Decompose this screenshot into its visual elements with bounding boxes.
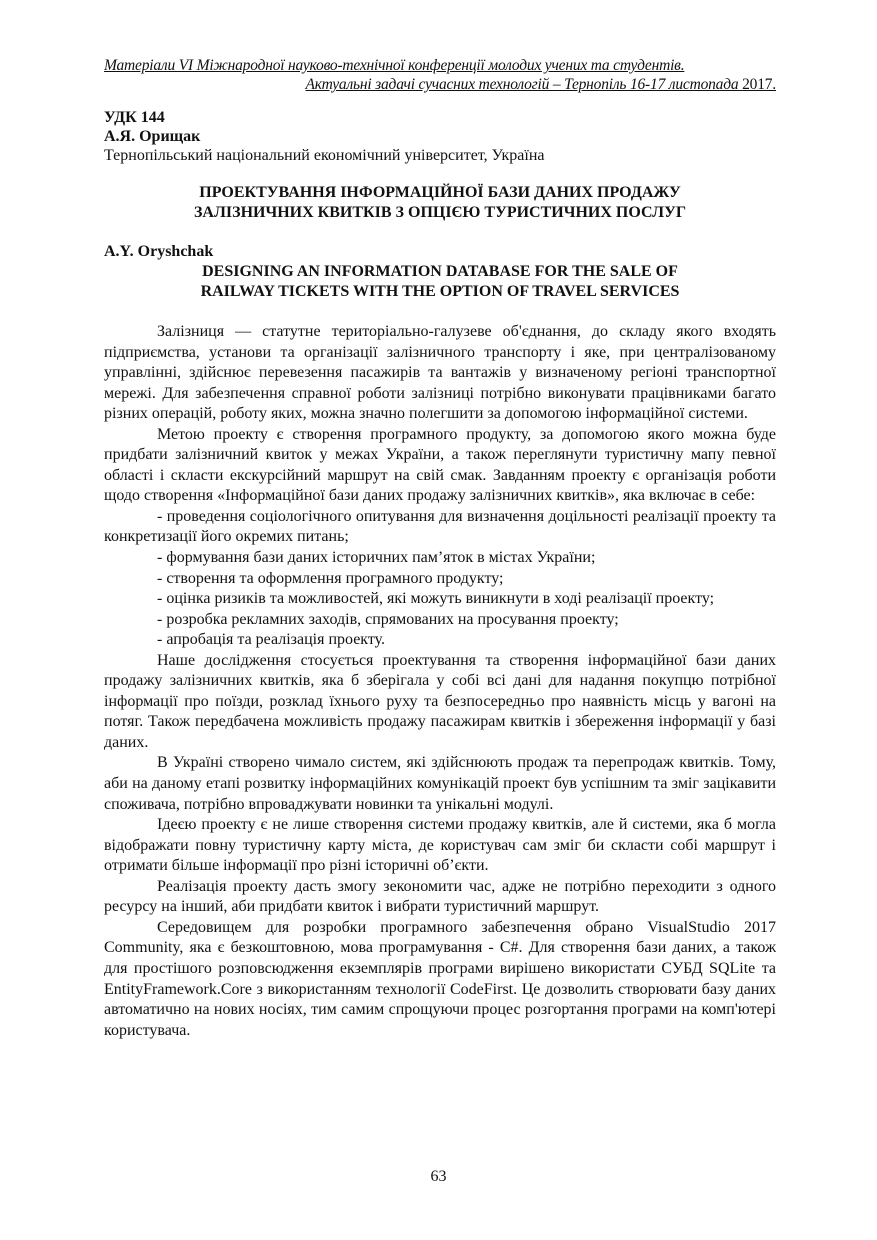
paragraph: В Україні створено чимало систем, які здійснюють продаж та перепродаж квитків. Тому, аби на даному етапі розвитку інформаційних комунікацій проект був успішним та зміг зацікавити споживача, потрібно впроваджувати новинки та унікальні модулі. [104, 754, 776, 813]
header-topic-line [104, 75, 776, 94]
author-ua: А.Я. Орищак [104, 128, 201, 145]
udk-code: УДК 144 [104, 109, 165, 126]
author-en: A.Y. Oryshchak [104, 243, 214, 260]
paragraph: Наше дослідження стосується проектування та створення інформаційної бази даних продажу залізничних квитків, яка б зберігала у собі всі дані для надання покупцю потрібної інформації про поїзди, розклад їхнього руху та безпосередньо про наявність місць у вагоні на потяг. Також передбачена можливість продажу пасажирам квитків і збереження інформації у базі даних. [104, 651, 776, 751]
list-item: - формування бази даних історичних пам’яток в містах України; [157, 549, 596, 567]
paragraph: Реалізація проекту дасть змогу зекономити час, адже не потрібно переходити з одного ресурсу на інший, аби придбати квиток і вибрати туристичний маршрут. [104, 877, 776, 916]
page-number: 63 [430, 1168, 447, 1185]
header-year: 2017. [742, 76, 776, 93]
title-en-line-1: DESIGNING AN INFORMATION DATABASE FOR THE SALE OF [202, 263, 678, 280]
title-ua-line-1: ПРОЕКТУВАННЯ ІНФОРМАЦІЙНОЇ БАЗИ ДАНИХ ПРОДАЖУ [199, 184, 681, 201]
list-item: - проведення соціологічного опитування для визначення доцільності реалізації проекту та конкретизації його окремих питань; [104, 507, 776, 546]
title-ukrainian [104, 183, 776, 223]
list-item: - створення та оформлення програмного продукту; [157, 569, 504, 587]
title-ua-line-2: ЗАЛІЗНИЧНИХ КВИТКІВ З ОПЦІЄЮ ТУРИСТИЧНИХ ПОСЛУГ [193, 204, 686, 221]
body-text [104, 322, 776, 1041]
title-en-line-2: RAILWAY TICKETS WITH THE OPTION OF TRAVEL SERVICES [200, 283, 680, 300]
list-item: - оцінка ризиків та можливостей, які можуть виникнути в ході реалізації проекту; [157, 590, 715, 608]
list-item: - апробація та реалізація проекту. [157, 631, 386, 649]
running-header [104, 56, 776, 94]
title-english [104, 262, 776, 302]
paragraph: Залізниця — статутне територіально-галузеве об'єднання, до складу якого входять підприємства, установи та організації залізничного транспорту і яке, при централізованому управлінні, здійснює перевезення пасажирів та вантажів у визначеному регіоні транспортної мережі. Для забезпечення справної роботи залізниці потрібно виконувати працівниками багато різних операцій, роботу яких, можна значно полегшити за допомогою інформаційної системи. [104, 323, 776, 423]
paper-page [104, 56, 776, 1041]
paragraph: Метою проекту є створення програмного продукту, за допомогою якого можна буде придбати залізничний квиток у межах України, а також переглянути туристичну мапу певної області і скласти екскурсійний маршрут на свій смак. Завданням проекту є організація роботи щодо створення «Інформаційної бази даних продажу залізничних квитків», яка включає в себе: [104, 425, 776, 505]
header-topic-text: Актуальні задачі сучасних технологій – Тернопіль 16-17 листопада [305, 76, 739, 93]
list-item: - розробка рекламних заходів, спрямованих на просування проекту; [157, 610, 619, 628]
paragraph: Ідеєю проекту є не лише створення системи продажу квитків, але й системи, яка б могла відображати повну туристичну карту міста, де користувач сам зміг би скласти собі маршрут і отримати більше інформації про різні історичні об’єкти. [104, 816, 776, 875]
header-conference-line: Матеріали VI Міжнародної науково-технічної конференції молодих учених та студентів. [104, 57, 685, 74]
affiliation: Тернопільський національний економічний університет, Україна [104, 147, 545, 164]
paragraph: Середовищем для розробки програмного забезпечення обрано VisualStudio 2017 Community, яка є безкоштовною, мова програмування - C#. Для створення бази даних, а також для простішого розповсюдження екземплярів програми вирішено використати СУБД SQLite та EntityFramework.Core з використанням технології CodeFirst. Це дозволить створювати базу даних автоматично на нових носіях, тим самим спрощуючи процес розгортання програми на комп'ютері користувача. [104, 918, 776, 1039]
